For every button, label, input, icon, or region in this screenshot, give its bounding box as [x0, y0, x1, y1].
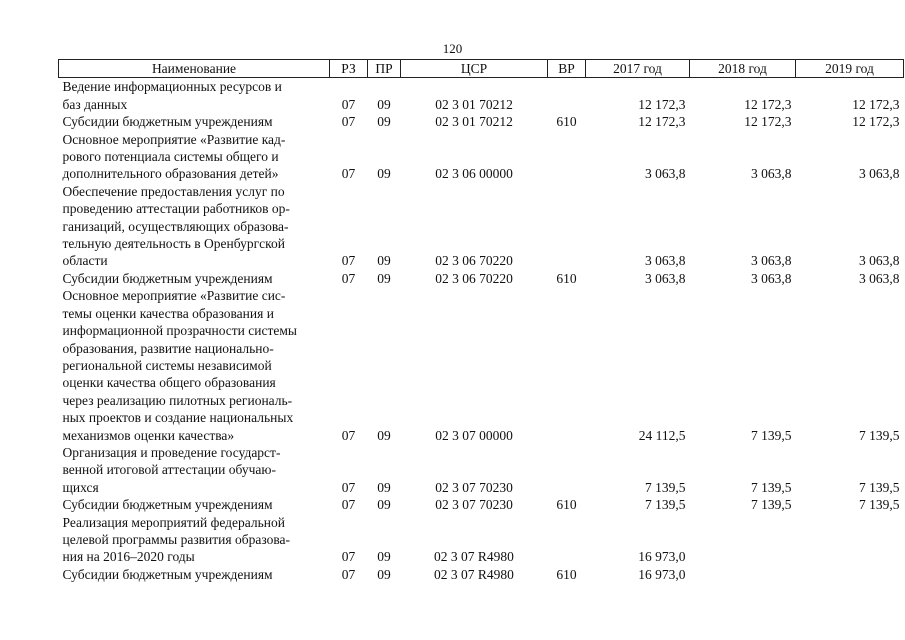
- header-2017: 2017 год: [586, 60, 690, 78]
- cell-rz: 07: [341, 253, 356, 269]
- cell-y2018: 7 139,5: [751, 427, 792, 443]
- cell-vr: [548, 514, 586, 566]
- cell-vr: 610: [556, 566, 577, 582]
- cell-y2017: 3 063,8: [645, 253, 686, 269]
- cell-rz: 07: [341, 114, 356, 130]
- cell-csr: 02 3 07 70230: [435, 479, 513, 495]
- cell-y2019: [796, 566, 904, 583]
- cell-vr: [548, 131, 586, 183]
- cell-pr: 09: [377, 114, 391, 130]
- cell-rz: 07: [341, 479, 356, 495]
- budget-table: [58, 59, 904, 583]
- cell-y2019: 3 063,8: [859, 166, 900, 182]
- cell-name: Основное мероприятие «Развитие кад- рового потенциала системы общего и дополнительного образования детей»: [62, 131, 286, 182]
- cell-y2019: 12 172,3: [852, 114, 900, 130]
- table-row: [59, 287, 904, 444]
- table-row: [59, 514, 904, 566]
- cell-name: Субсидии бюджетным учреждениям: [62, 114, 273, 130]
- cell-name: Реализация мероприятий федеральной целевой программы развития образова- ния на 2016–2020 годы: [62, 514, 291, 565]
- cell-name: Основное мероприятие «Развитие сис- темы оценки качества образования и информационной прозрачности системы образования, развитие национально- региональной системы независимой оценки качества общего образования через реализацию пилотных региональ- ных проектов и создание национальных механизмов оценки качества»: [62, 288, 297, 443]
- cell-name: Субсидии бюджетным учреждениям: [62, 566, 273, 582]
- cell-name: Организация и проведение государст- венной итоговой аттестации обучаю- щихся: [62, 444, 281, 495]
- cell-y2017: 24 112,5: [638, 427, 686, 443]
- table-row: [59, 183, 904, 270]
- cell-name: Субсидии бюджетным учреждениям: [62, 497, 273, 513]
- cell-name: Ведение информационных ресурсов и баз данных: [62, 79, 282, 112]
- cell-y2018: 7 139,5: [751, 497, 792, 513]
- cell-y2018: 3 063,8: [751, 270, 792, 286]
- cell-y2017: 7 139,5: [645, 479, 686, 495]
- cell-vr: 610: [556, 270, 577, 286]
- table-row: [59, 444, 904, 496]
- header-2018: 2018 год: [690, 60, 796, 78]
- cell-csr: 02 3 06 00000: [435, 166, 513, 182]
- cell-csr: 02 3 01 70212: [435, 114, 513, 130]
- page-number: 120: [442, 41, 463, 56]
- cell-csr: 02 3 06 70220: [435, 270, 513, 286]
- cell-y2018: [690, 566, 796, 583]
- cell-name: Субсидии бюджетным учреждениям: [62, 270, 273, 286]
- cell-csr: 02 3 07 R4980: [434, 549, 514, 565]
- table-row: [59, 270, 904, 287]
- cell-y2018: [690, 514, 796, 566]
- cell-name: Обеспечение предоставления услуг по проведению аттестации работников ор- ганизаций, осуществляющих образова- тельную деятельность в Оренбургской области: [62, 183, 290, 269]
- cell-pr: 09: [377, 479, 391, 495]
- header-2019: 2019 год: [796, 60, 904, 78]
- cell-y2017: 7 139,5: [645, 497, 686, 513]
- cell-y2018: 3 063,8: [751, 253, 792, 269]
- cell-y2019: 7 139,5: [859, 479, 900, 495]
- cell-pr: 09: [377, 96, 391, 112]
- table-body: [59, 78, 904, 583]
- cell-y2018: 12 172,3: [744, 114, 792, 130]
- cell-vr: [548, 78, 586, 113]
- cell-csr: 02 3 07 00000: [435, 427, 513, 443]
- cell-y2019: 3 063,8: [859, 270, 900, 286]
- cell-y2017: 12 172,3: [638, 114, 686, 130]
- cell-pr: 09: [377, 497, 391, 513]
- header-name: Наименование: [59, 60, 330, 78]
- cell-y2017: 3 063,8: [645, 166, 686, 182]
- cell-y2019: 7 139,5: [859, 427, 900, 443]
- cell-y2017: 12 172,3: [638, 96, 686, 112]
- cell-rz: 07: [341, 166, 356, 182]
- cell-rz: 07: [341, 96, 356, 112]
- cell-y2017: 3 063,8: [645, 270, 686, 286]
- table-header-row: [59, 60, 904, 78]
- cell-y2019: 7 139,5: [859, 497, 900, 513]
- cell-rz: 07: [341, 270, 356, 286]
- cell-csr: 02 3 01 70212: [435, 96, 513, 112]
- cell-vr: [548, 444, 586, 496]
- header-csr: ЦСР: [401, 60, 548, 78]
- cell-pr: 09: [377, 427, 391, 443]
- cell-rz: 07: [341, 566, 356, 582]
- header-vr: ВР: [548, 60, 586, 78]
- cell-vr: [548, 183, 586, 270]
- table-row: [59, 113, 904, 130]
- cell-vr: 610: [556, 497, 577, 513]
- cell-y2019: 3 063,8: [859, 253, 900, 269]
- table-row: [59, 566, 904, 583]
- cell-csr: 02 3 06 70220: [435, 253, 513, 269]
- cell-csr: 02 3 07 R4980: [434, 566, 514, 582]
- cell-pr: 09: [377, 549, 391, 565]
- header-rz: РЗ: [330, 60, 368, 78]
- cell-y2018: 3 063,8: [751, 166, 792, 182]
- cell-vr: 610: [556, 114, 577, 130]
- cell-rz: 07: [341, 549, 356, 565]
- cell-pr: 09: [377, 166, 391, 182]
- cell-y2018: 12 172,3: [744, 96, 792, 112]
- cell-vr: [548, 287, 586, 444]
- cell-rz: 07: [341, 427, 356, 443]
- cell-y2017: 16 973,0: [638, 549, 686, 565]
- header-pr: ПР: [368, 60, 401, 78]
- cell-pr: 09: [377, 253, 391, 269]
- cell-rz: 07: [341, 497, 356, 513]
- table-row: [59, 496, 904, 513]
- table-row: [59, 131, 904, 183]
- cell-y2019: [796, 514, 904, 566]
- cell-pr: 09: [377, 566, 391, 582]
- table-row: [59, 78, 904, 113]
- cell-y2019: 12 172,3: [852, 96, 900, 112]
- cell-pr: 09: [377, 270, 391, 286]
- cell-y2018: 7 139,5: [751, 479, 792, 495]
- cell-csr: 02 3 07 70230: [435, 497, 513, 513]
- cell-y2017: 16 973,0: [638, 566, 686, 582]
